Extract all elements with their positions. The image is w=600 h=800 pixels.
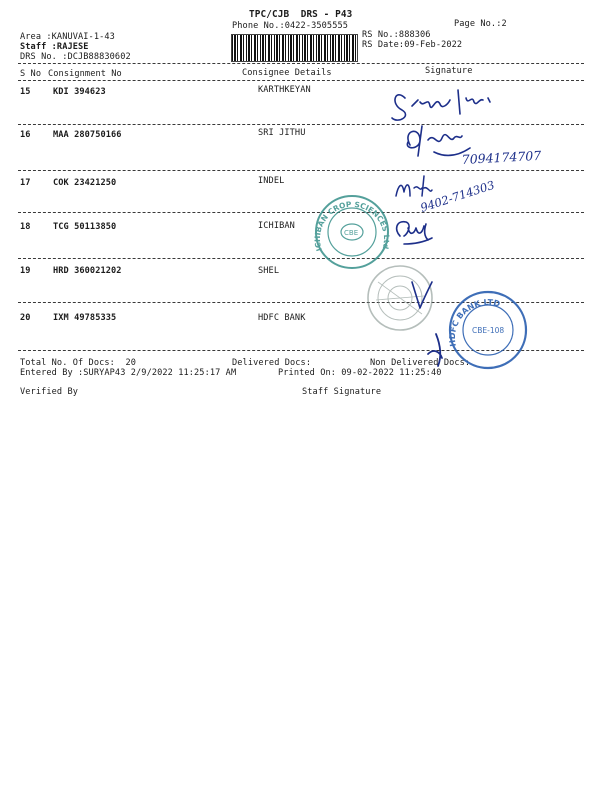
rs-date: RS Date:09-Feb-2022 — [362, 40, 463, 50]
entered-by: Entered By :SURYAP43 2/9/2022 11:25:17 AM — [20, 368, 237, 378]
hdfc-stamp — [448, 292, 526, 368]
verified-by: Verified By — [20, 387, 79, 397]
delivered-docs: Delivered Docs: — [232, 358, 312, 368]
faded-stamp — [368, 266, 432, 330]
row-consignment: TCG 50113850 — [53, 222, 117, 232]
handwritten-phone-1: 7094174707 — [461, 147, 542, 167]
ichiban-stamp-text: ICHIBAN CROP SCIENCES Ltd — [312, 199, 392, 253]
column-header-consignment: Consignment No — [48, 69, 122, 79]
row-consignee: ICHIBAN — [258, 221, 295, 231]
row-consignee: KARTHKEYAN — [258, 85, 311, 95]
row-consignment: KDI 394623 — [53, 87, 106, 97]
ichiban-stamp — [313, 196, 391, 268]
row-consignment: HRD 360021202 — [53, 266, 122, 276]
phone-number: Phone No.:0422-3505555 — [232, 21, 349, 31]
row-sno: 17 — [20, 178, 31, 188]
row-consignee: SRI JITHU — [258, 128, 306, 138]
staff: Staff :RAJESE — [20, 42, 89, 52]
signature-row-15 — [392, 90, 490, 120]
document-title: TPC/CJB DRS - P43 — [249, 9, 353, 20]
drs-number: DRS No. :DCJB88830602 — [20, 52, 131, 62]
handwritten-phone-2: 9402-714303 — [418, 177, 497, 215]
column-header-consignee: Consignee Details — [242, 68, 332, 78]
row-sno: 18 — [20, 222, 31, 232]
row-sno: 16 — [20, 130, 31, 140]
row-consignment: MAA 280750166 — [53, 130, 122, 140]
column-header-signature: Signature — [425, 66, 473, 76]
staff-signature: Staff Signature — [302, 387, 382, 397]
row-consignee: INDEL — [258, 176, 285, 186]
svg-text:HDFC BANK LTD — [447, 297, 505, 348]
row-sno: 20 — [20, 313, 31, 323]
signature-row-20 — [428, 334, 442, 366]
printed-on: Printed On: 09-02-2022 11:25:40 — [278, 368, 442, 378]
row-consignment: COK 23421250 — [53, 178, 117, 188]
signature-row-18 — [397, 222, 432, 244]
total-docs: Total No. Of Docs: 20 — [20, 358, 137, 368]
row-consignee: HDFC BANK — [258, 313, 306, 323]
ichiban-stamp-centre: CBE — [344, 229, 359, 237]
area: Area :KANUVAI-1-43 — [20, 32, 115, 42]
non-delivered-docs: Non Delivered Docs: — [370, 358, 471, 368]
column-header-sno: S No — [20, 69, 42, 79]
page-number: Page No.:2 — [454, 19, 507, 29]
hdfc-stamp-centre: CBE-108 — [472, 326, 505, 335]
row-sno: 15 — [20, 87, 31, 97]
signature-row-17 — [396, 176, 432, 196]
row-consignment: IXM 49785335 — [53, 313, 117, 323]
row-consignee: SHEL — [258, 266, 280, 276]
hdfc-stamp-text: HDFC BANK LTD — [447, 297, 502, 348]
rs-number: RS No.:888306 — [362, 30, 431, 40]
row-sno: 19 — [20, 266, 31, 276]
